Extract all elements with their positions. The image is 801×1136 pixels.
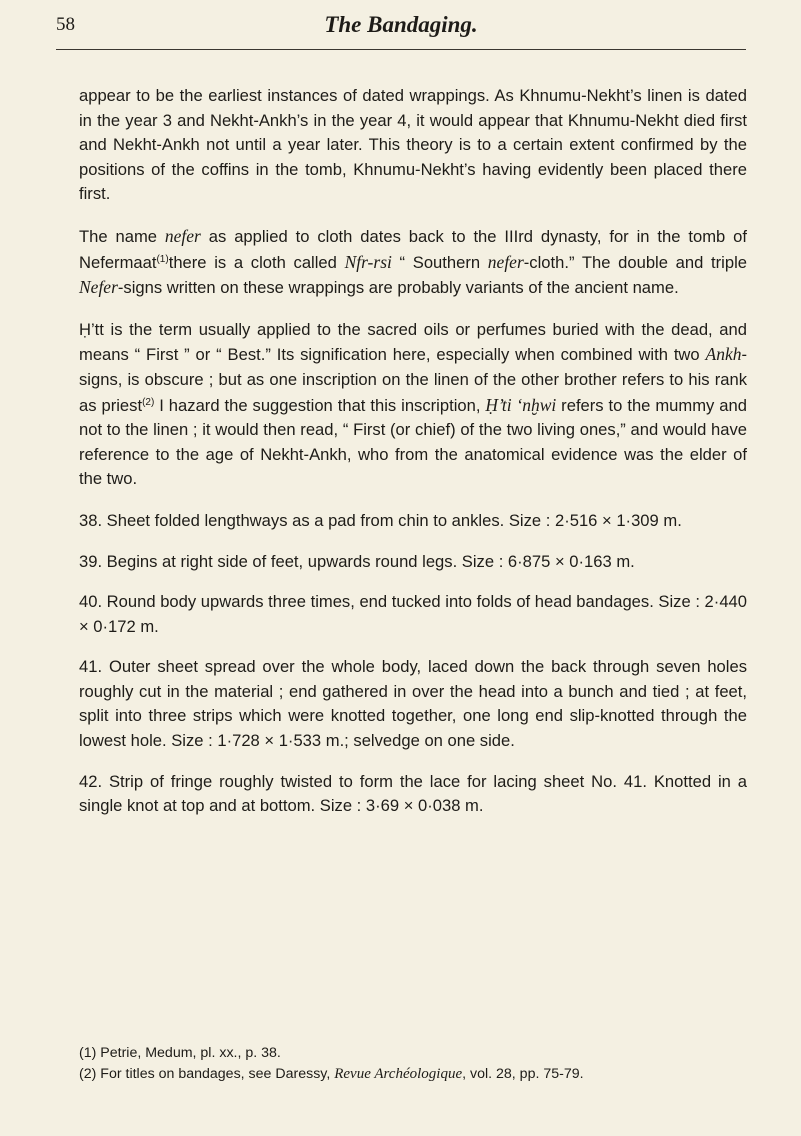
text-run: there is a cloth called [168,252,345,272]
text-run: “ Southern [391,252,488,272]
italic-term: nefer [164,225,201,246]
item-42: 42. Strip of fringe roughly twisted to form the lace for lacing sheet No. 41. Knotted in a single knot at top and at bottom. Size : 3·69 × 0·038 m. [79,771,747,816]
paragraph-continuation: appear to be the earliest instances of dated wrappings. As Khnumu-Nekht’s linen is dated in the year 3 and Nekht-Ankh’s in the year 4, it would appear that Khnumu-Nekht died first and Nekht-Ankh not until a year later. This theory is to a certain extent confirmed by the positions of the coffins in the tomb, Khnumu-Nekht’s having evidently been placed there first. [79,86,747,204]
text-run: The name [79,226,165,246]
item-39: 39. Begins at right side of feet, upwards round legs. Size : 6·875 × 0·163 m. [79,551,635,571]
italic-term: Revue Archéologique [334,1066,463,1082]
item-40: 40. Round body upwards three times, end tucked into folds of head bandages. Size : 2·440 × 0·172 m. [79,592,747,636]
text-run: as applied to cloth dates back to the IIIrd dynasty, for in the tomb of Nefermaat [79,226,747,272]
text-run: refers to the mummy and not to the linen ; it would then read, “ First (or chief) of the two living ones,” and would have reference to the age of Nekht-Ankh, who from the anatomical evidence was the elder of the two. [79,395,747,489]
header-rule [56,49,746,50]
text-run: Ḥ’tt is the term usually applied to the sacred oils or perfumes buried with the dead, and means “ First ” or “ Best.” Its signification here, especially when combined with two [79,319,747,365]
text-run: (2) For titles on bandages, see Daressy, [79,1066,335,1082]
text-run: -cloth.” The double and triple [523,252,747,272]
italic-term: Nfr-rsi [344,251,392,272]
running-title: The Bandaging. [324,12,478,37]
text-run: -signs written on these wrappings are probably variants of the ancient name. [117,278,679,298]
footnote-ref: (2) [142,396,155,408]
page-number: 58 [56,14,75,35]
text-run: -signs, is obscure ; but as one inscription on the linen of the other brother refers to his rank as priest [79,345,747,415]
footnote-ref: (1) [156,253,169,265]
paragraph-htt [79,318,747,492]
footnote-1: (1) Petrie, Medum, pl. xx., p. 38. [79,1045,281,1061]
footnote-2 [79,1064,747,1085]
text-run: I hazard the suggestion that this inscription, [154,395,486,415]
item-41: 41. Outer sheet spread over the whole body, laced down the back through seven holes roughly cut in the material ; end gathered in over the head into a bunch and tied ; at feet, split into three strips which were knotted together, one long end slip-knotted through the lowest hole. Size : 1·728 × 1·533 m.; selvedge on one side. [79,657,747,751]
paragraph-nefer [79,224,747,301]
main-text [79,84,747,835]
italic-term: nefer [487,251,524,272]
item-38: 38. Sheet folded lengthways as a pad from chin to ankles. Size : 2·516 × 1·309 m. [79,510,682,530]
text-run: , vol. 28, pp. 75-79. [462,1066,584,1082]
italic-term: Ḥ’ti ‘nḫwi [485,394,557,415]
italic-term: Nefer [79,277,118,298]
italic-term: Ankh [705,344,742,365]
page-header [56,14,746,54]
footnotes [79,1043,747,1085]
